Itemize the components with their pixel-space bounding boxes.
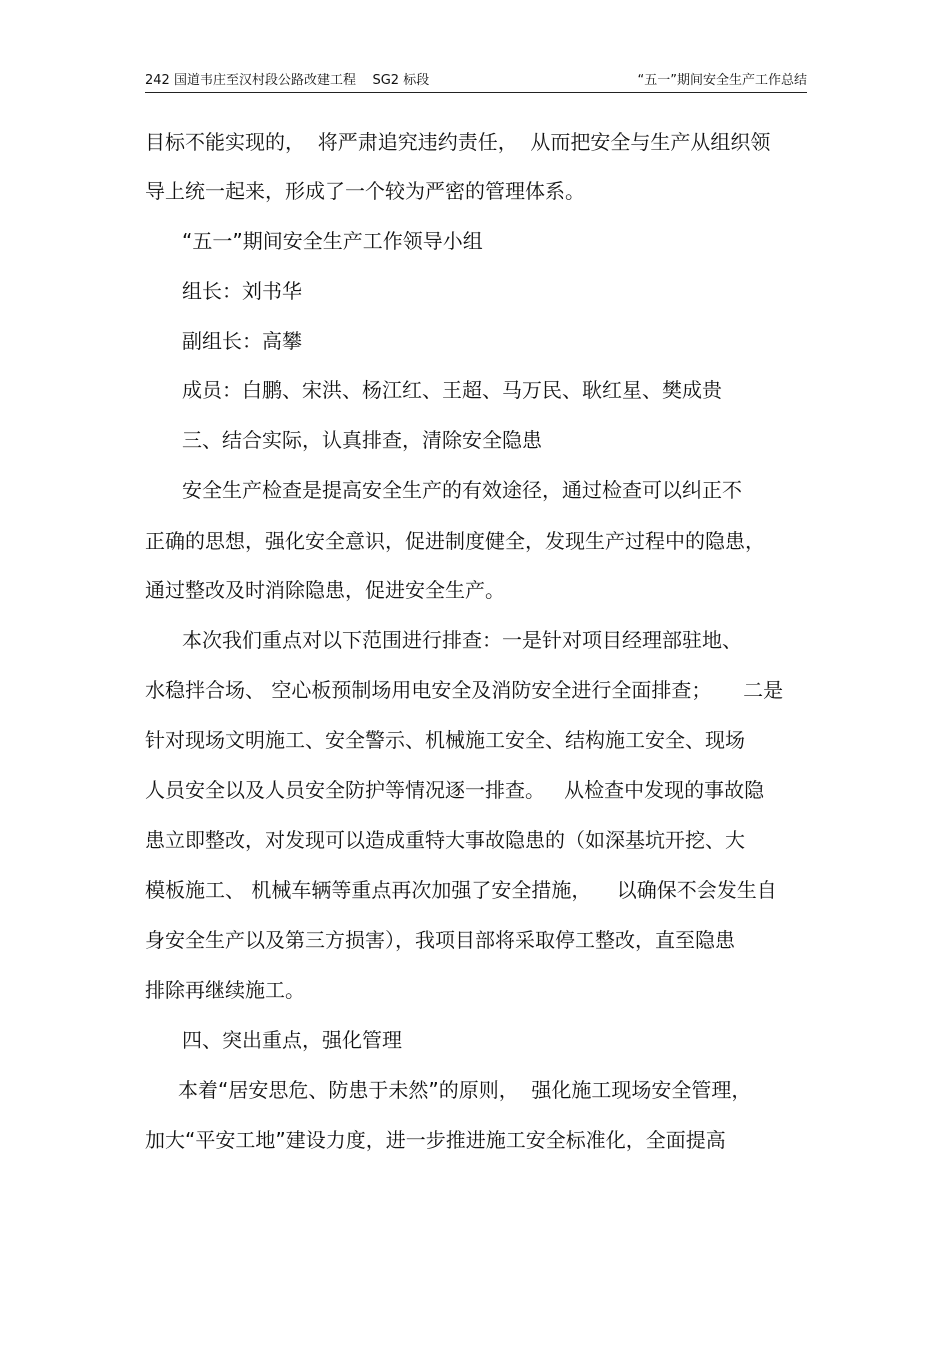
body-line: 目标不能实现的， 将严肃追究违约责任， 从而把安全与生产从组织领 — [145, 130, 771, 154]
body-line: 安全生产检查是提高安全生产的有效途径，通过检查可以纠正不 — [182, 478, 742, 502]
body-line: 水稳拌合场、 空心板预制场用电安全及消防安全进行全面排查； 二是 — [145, 678, 784, 702]
body-line: 组长：刘书华 — [182, 279, 302, 303]
body-line: 本着“居安思危、防患于未然”的原则， 强化施工现场安全管理， — [178, 1078, 752, 1102]
header-project-title: 242 国道韦庄至汉村段公路改建工程 SG2 标段 — [145, 73, 430, 88]
body-line: “五一”期间安全生产工作领导小组 — [182, 229, 483, 253]
body-line: 模板施工、 机械车辆等重点再次加强了安全措施， 以确保不会发生自 — [145, 878, 777, 902]
body-line: 副组长：高攀 — [182, 329, 302, 353]
body-line: 导上统一起来，形成了一个较为严密的管理体系。 — [145, 179, 585, 203]
body-line: 正确的思想，强化安全意识，促进制度健全，发现生产过程中的隐患， — [145, 529, 765, 553]
body-line: 针对现场文明施工、安全警示、机械施工安全、结构施工安全、现场 — [145, 728, 745, 752]
body-line: 身安全生产以及第三方损害），我项目部将采取停工整改，直至隐患 — [145, 928, 735, 952]
body-line: 成员：白鹏、宋洪、杨江红、王超、马万民、耿红星、樊成贵 — [182, 378, 722, 402]
body-line: 本次我们重点对以下范围进行排查：一是针对项目经理部驻地、 — [182, 628, 742, 652]
body-line: 通过整改及时消除隐患，促进安全生产。 — [145, 578, 505, 602]
body-line: 人员安全以及人员安全防护等情况逐一排查。 从检查中发现的事故隐 — [145, 778, 765, 802]
section-heading: 四、突出重点，强化管理 — [182, 1028, 402, 1052]
body-line: 排除再继续施工。 — [145, 978, 305, 1002]
body-line: 加大“平安工地”建设力度，进一步推进施工安全标准化，全面提高 — [145, 1128, 726, 1152]
section-heading: 三、结合实际，认真排查，清除安全隐患 — [182, 428, 542, 452]
header-document-title: “五一”期间安全生产工作总结 — [637, 73, 807, 88]
body-line: 患立即整改，对发现可以造成重特大事故隐患的（如深基坑开挖、大 — [145, 828, 745, 852]
page-header — [145, 66, 807, 93]
